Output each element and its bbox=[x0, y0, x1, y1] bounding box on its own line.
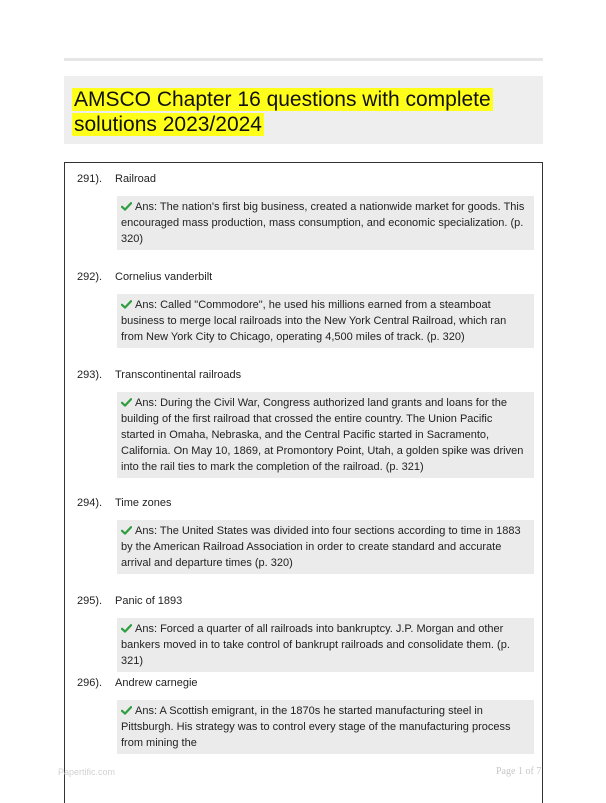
answer-text: Ans: Called "Commodore", he used his millions earned from a steamboat business to merge local railroads into the New York Central Railroad, which ran from New York City to Chicago, operating 4,500 miles of track. (p. 320) bbox=[121, 299, 507, 343]
document-title bbox=[72, 87, 532, 137]
check-icon bbox=[121, 526, 132, 535]
answer-text: Ans: A Scottish emigrant, in the 1870s he started manufacturing steel in Pittsburgh. His strategy was to control every stage of the manufacturing process from mining the bbox=[121, 705, 511, 749]
answer-box bbox=[117, 294, 534, 348]
answer-box bbox=[117, 618, 534, 672]
question-term: Transcontinental railroads bbox=[115, 369, 242, 381]
question-number: 291). bbox=[77, 173, 103, 185]
answer-box bbox=[117, 392, 534, 478]
answer-box bbox=[117, 520, 534, 574]
top-divider bbox=[64, 58, 543, 61]
question-term: Railroad bbox=[115, 173, 156, 185]
answer-text: Ans: During the Civil War, Congress authorized land grants and loans for the building of the first railroad that crossed the entire country. The Union Pacific started in Omaha, Nebraska, and the Central Pacific started in Sacramento, California. On May 10, 1869, at Promontory Point, Utah, a golden spike was driven into the rail ties to mark the completion of the railroad. (p. 321) bbox=[121, 397, 524, 473]
check-icon bbox=[121, 300, 132, 309]
document-title-text: AMSCO Chapter 16 questions with complete solutions 2023/2024 bbox=[74, 88, 491, 136]
answer-box bbox=[117, 196, 534, 250]
question-term: Cornelius vanderbilt bbox=[115, 271, 213, 283]
check-icon bbox=[121, 202, 132, 211]
question-number: 295). bbox=[77, 595, 103, 607]
answer-box bbox=[117, 700, 534, 754]
question-number: 292). bbox=[77, 271, 103, 283]
check-icon bbox=[121, 706, 132, 715]
question-term: Panic of 1893 bbox=[115, 595, 183, 607]
answer-text: Ans: The nation's first big business, created a nationwide market for goods. This encouraged mass production, mass consumption, and economic specialization. (p. 320) bbox=[121, 201, 525, 245]
question-number: 293). bbox=[77, 369, 103, 381]
answer-text: Ans: Forced a quarter of all railroads into bankruptcy. J.P. Morgan and other bankers moved in to take control of bankrupt railroads and consolidate them. (p. 321) bbox=[121, 623, 510, 667]
question-term: Time zones bbox=[115, 497, 172, 509]
qa-list bbox=[64, 162, 543, 803]
answer-text: Ans: The United States was divided into four sections according to time in 1883 by the American Railroad Association in order to create standard and accurate arrival and departure times (p. 320) bbox=[121, 525, 521, 569]
question-number: 296). bbox=[77, 677, 103, 689]
check-icon bbox=[121, 398, 132, 407]
check-icon bbox=[121, 624, 132, 633]
footer-watermark: Papertific.com bbox=[58, 767, 116, 777]
question-term: Andrew carnegie bbox=[115, 677, 198, 689]
title-panel bbox=[64, 76, 543, 144]
question-number: 294). bbox=[77, 497, 103, 509]
page-indicator: Page 1 of 7 bbox=[496, 766, 542, 777]
